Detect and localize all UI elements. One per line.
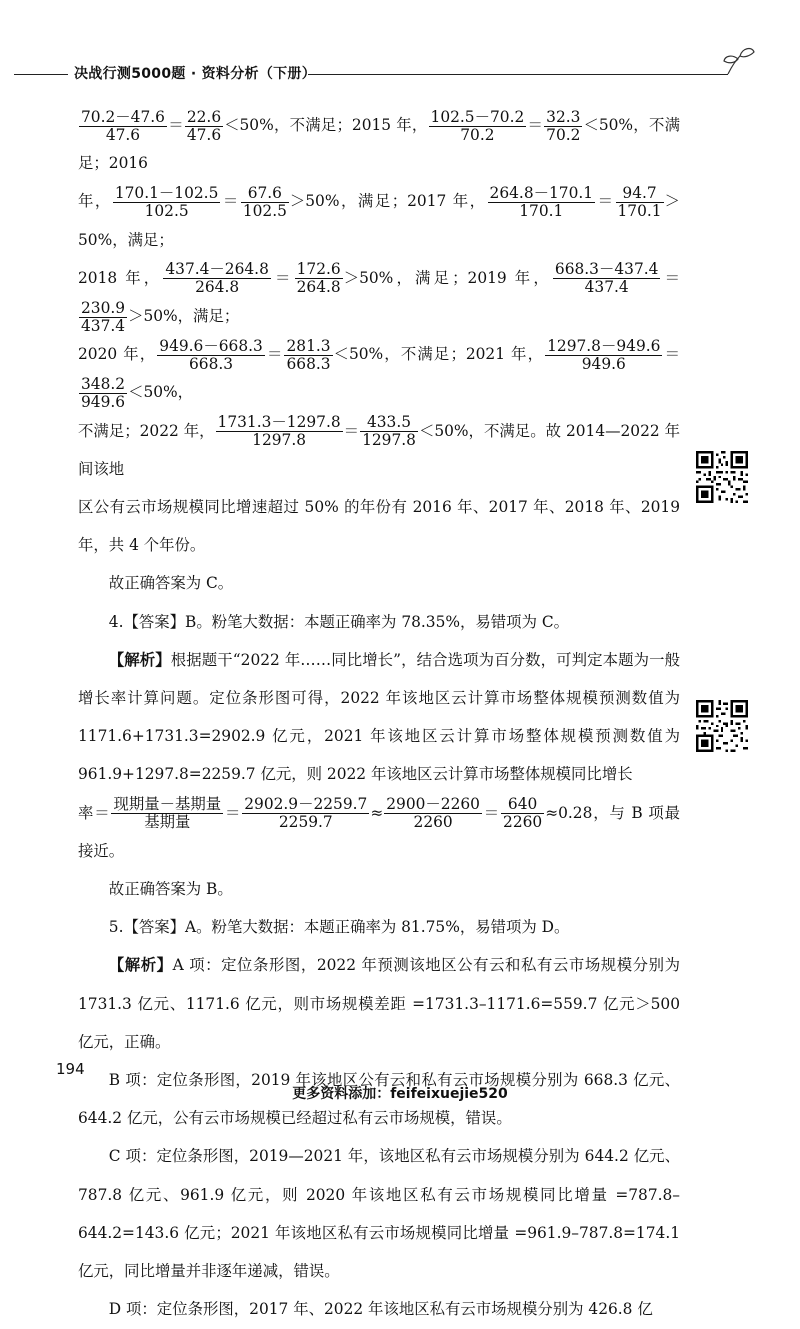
numerator: 172.6 <box>296 260 341 279</box>
fraction <box>360 414 418 449</box>
denominator: 2260 <box>413 813 453 832</box>
analysis-text: 根据题干“2022 年……同比增长”，结合选项为百分数，可判定本题为一般增长率计算问题。定位条形图可得，2022 年该地区云计算市场整体规模预测数值为 1171.6+1731.3=2902.9 亿元，2021 年该地区云计算市场整体规模预测数值为 961.9+1297.8=2259.7 亿元，则 2022 年该地区云计算市场整体规模同比增长 <box>78 650 680 784</box>
numerator: 1731.3－1297.8 <box>217 413 341 432</box>
numerator: 170.1－102.5 <box>114 183 219 202</box>
fraction <box>295 261 343 296</box>
analysis-text: A 项：定位条形图，2022 年预测该地区公有云和私有云市场规模分别为 1731.3 亿元、1171.6 亿元，则市场规模差距 =1731.3–1171.6=559.7 亿元＞500 亿元，正确。 <box>78 956 680 1051</box>
comparison-text: ＞50%，满足； <box>78 192 680 249</box>
page-body <box>78 106 680 1329</box>
numerator: 264.8－170.1 <box>489 183 594 202</box>
denominator: 170.1 <box>519 201 564 220</box>
q4-conclusion: 故正确答案为 B。 <box>108 880 233 899</box>
comparison-text: ＞50%，满足；2019 年， <box>343 268 552 287</box>
denominator: 70.2 <box>460 125 495 144</box>
equals-sign: ＝ <box>482 803 501 822</box>
comparison-text: ＜50%，不满足；2015 年， <box>224 116 428 134</box>
numerator: 94.7 <box>616 185 664 203</box>
numerator: 102.5－70.2 <box>430 107 525 126</box>
line-prefix: 2018 年， <box>78 268 163 287</box>
formula-suffix: ≈0.28，与 B 项最接近。 <box>78 803 680 860</box>
denominator: 70.2 <box>546 125 581 144</box>
comparison-text: ＞50%，满足；2017 年， <box>289 192 487 211</box>
paragraph-conclusion-years: 区公有云市场规模同比增速超过 50% 的年份有 2016 年、2017 年、2018 年、2019 年，共 4 个年份。 <box>78 498 680 555</box>
fraction <box>113 185 221 220</box>
fraction <box>185 109 223 144</box>
running-header <box>0 58 800 88</box>
numerator: 67.6 <box>241 185 289 203</box>
qr-code-icon[interactable] <box>696 700 748 752</box>
numerator: 2900－2260 <box>386 795 480 814</box>
fraction <box>79 376 127 411</box>
header-rule-right <box>308 74 728 75</box>
header-title: 决战行测5000题 · 资料分析（下册） <box>74 66 317 82</box>
numerator: 437.4－264.8 <box>165 260 269 279</box>
fraction <box>79 109 167 144</box>
calc-line-4 <box>78 335 680 411</box>
numerator: 640 <box>501 796 544 814</box>
comparison-text: ＜50%， <box>128 383 194 402</box>
denominator: 基期量 <box>144 813 191 832</box>
denominator: 1297.8 <box>362 431 416 450</box>
page-number: 194 <box>56 1060 85 1078</box>
paragraph-answer-c: 故正确答案为 C。 <box>108 574 234 593</box>
equals-sign: ＝ <box>596 192 615 211</box>
denominator: 264.8 <box>296 278 341 297</box>
equals-sign: ＝ <box>265 345 284 364</box>
footer-note: 更多资料添加：feifeixuejie520 <box>292 1086 508 1102</box>
denominator: 102.5 <box>144 201 189 220</box>
q5-option-c: C 项：定位条形图，2019—2021 年，该地区私有云市场规模分别为 644.2 亿元、787.8 亿元、961.9 亿元，则 2020 年该地区私有云市场规模同比增量 =787.8–644.2=143.6 亿元；2021 年该地区私有云市场规模同比增量 =961.9–787.8=174.1 亿元，同比增量并非逐年递减，错误。 <box>78 1147 680 1281</box>
q4-answer: 4.【答案】B。粉笔大数据：本题正确率为 78.35%，易错项为 C。 <box>108 612 570 631</box>
equals-sign: ＝ <box>527 116 544 134</box>
numerator: 348.2 <box>81 374 126 393</box>
calc-line-5 <box>78 412 680 488</box>
denominator: 170.1 <box>617 201 662 220</box>
numerator: 32.3 <box>546 107 581 126</box>
q5-analysis-a <box>78 946 680 1061</box>
fraction <box>111 796 223 831</box>
denominator: 2260 <box>503 813 543 832</box>
comparison-text: ＜50%，不满足。故 2014—2022 年间该地 <box>78 421 680 478</box>
approx-sign: ≈ <box>370 803 384 822</box>
fraction <box>157 338 265 373</box>
denominator: 2259.7 <box>278 813 333 832</box>
fraction <box>429 109 527 144</box>
calc-line-3 <box>78 259 680 335</box>
fraction <box>284 338 332 373</box>
q5-answer: 5.【答案】A。粉笔大数据：本题正确率为 81.75%，易错项为 D。 <box>108 918 570 937</box>
equals-sign: ＝ <box>167 116 184 134</box>
fraction <box>242 796 369 831</box>
fraction <box>544 109 582 144</box>
fraction <box>79 300 127 335</box>
denominator: 1297.8 <box>252 431 307 450</box>
q4-analysis <box>78 641 680 794</box>
numerator: 433.5 <box>360 414 418 432</box>
calc-line-1 <box>78 106 680 182</box>
numerator: 949.6－668.3 <box>159 336 263 355</box>
comparison-text: ＜50%，不满足；2021 年， <box>333 345 545 364</box>
denominator: 668.3 <box>286 354 331 373</box>
numerator: 668.3－437.4 <box>554 260 659 279</box>
fraction <box>553 261 661 296</box>
fraction <box>616 185 664 220</box>
analysis-label: 【解析】 <box>108 650 171 669</box>
equals-sign: ＝ <box>343 421 360 440</box>
fraction <box>488 185 596 220</box>
leaf-ornament-icon <box>722 46 758 76</box>
line-prefix: 年， <box>78 192 112 211</box>
analysis-label: 【解析】 <box>108 956 173 975</box>
comparison-text: ＜50%，不满足；2016 <box>78 116 680 173</box>
denominator: 949.6 <box>581 354 626 373</box>
fraction <box>501 796 544 831</box>
fraction <box>216 414 343 449</box>
line-prefix: 不满足；2022 年， <box>78 421 215 440</box>
numerator: 1297.8－949.6 <box>547 336 661 355</box>
fraction <box>384 796 482 831</box>
q5-option-b: B 项：定位条形图，2019 年该地区公有云和私有云市场规模分别为 668.3 亿元、644.2 亿元，公有云市场规模已经超过私有云市场规模，错误。 <box>78 1071 680 1128</box>
denominator: 102.5 <box>242 201 287 220</box>
denominator: 949.6 <box>81 392 126 411</box>
numerator: 70.2－47.6 <box>81 107 165 126</box>
numerator: 281.3 <box>286 336 331 355</box>
denominator: 264.8 <box>195 278 240 297</box>
calc-line-2 <box>78 182 680 258</box>
equals-sign: ＝ <box>221 192 240 211</box>
line-prefix: 2020 年， <box>78 345 157 364</box>
numerator: 22.6 <box>186 107 222 126</box>
q4-formula <box>78 794 680 870</box>
denominator: 668.3 <box>189 354 234 373</box>
fraction <box>163 261 271 296</box>
denominator: 47.6 <box>105 125 141 144</box>
equals-sign: ＝ <box>224 803 242 822</box>
equals-sign: ＝ <box>663 345 680 364</box>
equals-sign: ＝ <box>661 268 680 287</box>
qr-code-icon[interactable] <box>696 451 748 503</box>
denominator: 47.6 <box>186 125 222 144</box>
denominator: 437.4 <box>584 278 629 297</box>
numerator: 现期量－基期量 <box>113 795 222 814</box>
fraction <box>545 338 662 373</box>
fraction <box>241 185 289 220</box>
q5-option-d: D 项：定位条形图，2017 年、2022 年该地区私有云市场规模分别为 426.8 亿 <box>108 1300 653 1319</box>
comparison-text: ＞50%，满足； <box>128 307 240 326</box>
header-rule-left <box>14 74 68 75</box>
formula-prefix: 率＝ <box>78 803 111 822</box>
equals-sign: ＝ <box>271 268 294 287</box>
denominator: 437.4 <box>81 316 126 335</box>
numerator: 230.9 <box>81 298 126 317</box>
numerator: 2902.9－2259.7 <box>244 795 368 814</box>
